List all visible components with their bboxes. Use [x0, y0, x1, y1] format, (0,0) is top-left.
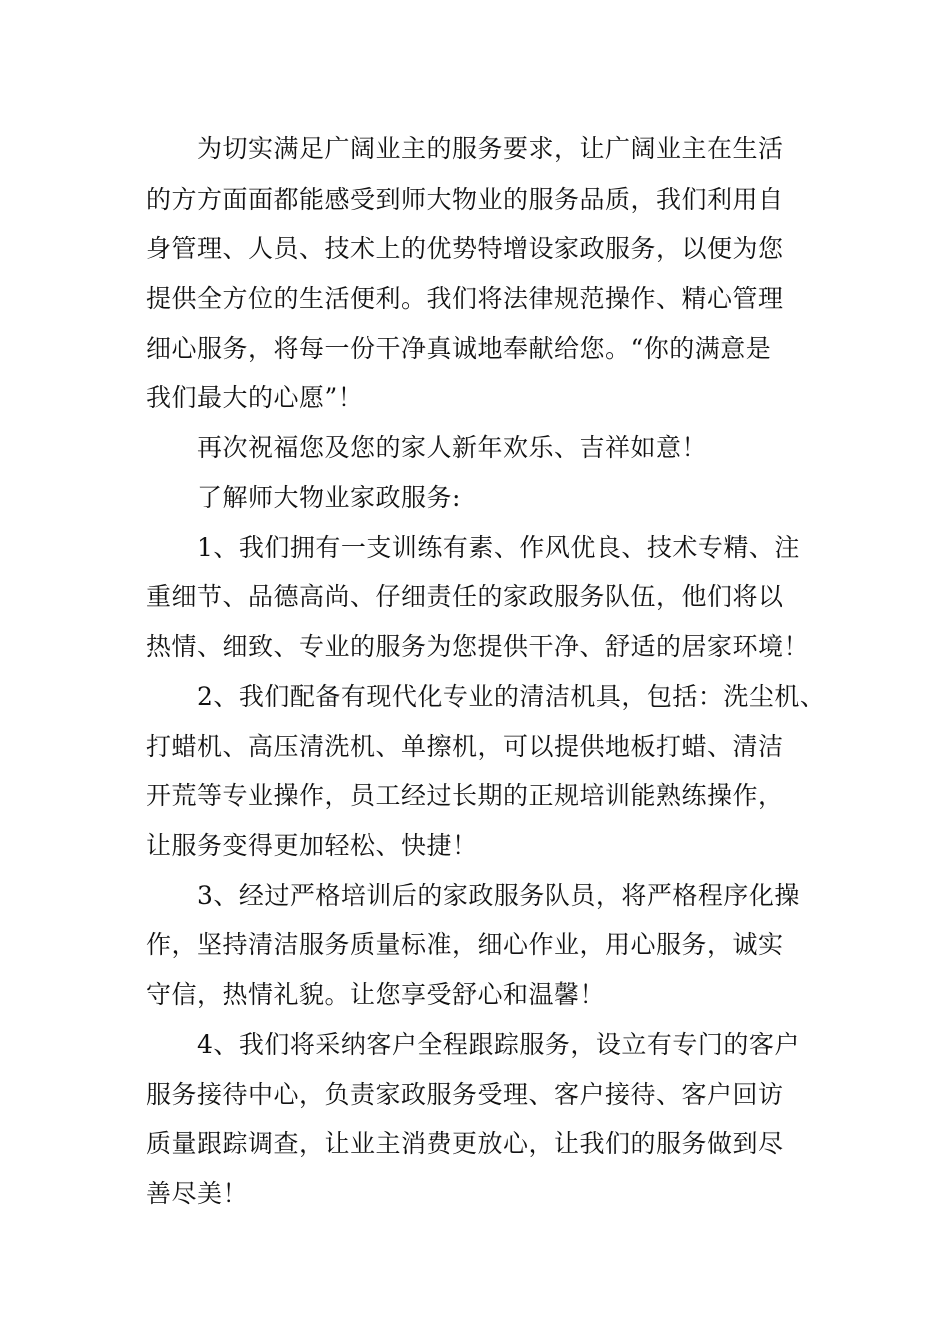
- text-line: 了解师大物业家政服务:: [197, 483, 461, 512]
- text-line: 细心服务，将每一份干净真诚地奉献给您。“你的满意是: [146, 334, 772, 363]
- text-line: 质量跟踪调查，让业主消费更放心，让我们的服务做到尽: [146, 1129, 784, 1158]
- text-line: 开荒等专业操作，员工经过长期的正规培训能熟练操作，: [146, 781, 784, 810]
- text-line: 作，坚持清洁服务质量标准，细心作业，用心服务，诚实: [146, 930, 784, 959]
- text-line: 服务接待中心，负责家政服务受理、客户接待、客户回访: [146, 1080, 784, 1109]
- text-line: 我们最大的心愿”！: [146, 383, 364, 412]
- text-line: 让服务变得更加轻松、快捷！: [146, 831, 478, 860]
- text-line: 的方方面面都能感受到师大物业的服务品质，我们利用自: [146, 185, 784, 214]
- text-line: 提供全方位的生活便利。我们将法律规范操作、精心管理: [146, 284, 784, 313]
- text-line: 打蜡机、高压清洗机、单擦机，可以提供地板打蜡、清洁: [146, 732, 784, 761]
- text-line: 2、我们配备有现代化专业的清洁机具，包括：洗尘机、: [197, 682, 826, 711]
- text-line: 身管理、人员、技术上的优势特增设家政服务，以便为您: [146, 234, 784, 263]
- text-line: 守信，热情礼貌。让您享受舒心和温馨！: [146, 980, 606, 1009]
- text-line: 3、经过严格培训后的家政服务队员，将严格程序化操: [197, 881, 800, 910]
- text-line: 重细节、品德高尚、仔细责任的家政服务队伍，他们将以: [146, 582, 784, 611]
- text-line: 善尽美！: [146, 1179, 249, 1208]
- text-line: 1、我们拥有一支训练有素、作风优良、技术专精、注: [197, 533, 800, 562]
- text-line: 4、我们将采纳客户全程跟踪服务，设立有专门的客户: [197, 1030, 800, 1059]
- text-line: 热情、细致、专业的服务为您提供干净、舒适的居家环境！: [146, 632, 810, 661]
- text-line: 再次祝福您及您的家人新年欢乐、吉祥如意！: [197, 433, 708, 462]
- text-line: 为切实满足广阔业主的服务要求，让广阔业主在生活: [197, 134, 784, 163]
